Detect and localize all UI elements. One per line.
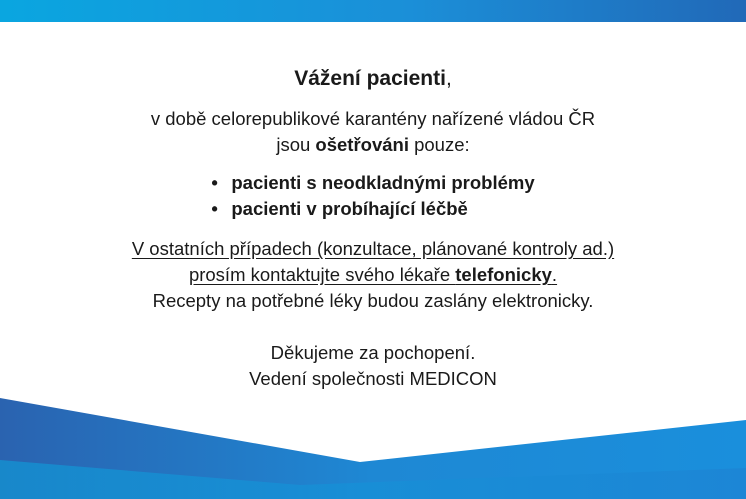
list-item: • pacienti s neodkladnými problémy (211, 170, 534, 196)
intro-line-2-bold: ošetřováni (315, 134, 409, 155)
intro-line-2-pre: jsou (276, 134, 316, 155)
prescriptions-line: Recepty na potřebné léky budou zaslány elektronicky. (152, 290, 594, 311)
top-accent-bar (0, 0, 746, 22)
thanks-line: Děkujeme za pochopení. (270, 342, 476, 363)
spacer (0, 314, 746, 340)
other-line-2-post: . (551, 264, 558, 285)
notice-body (0, 66, 746, 392)
bottom-decorative-wave (0, 390, 746, 499)
greeting-heading (0, 66, 746, 92)
greeting-text: Vážení pacienti (294, 67, 446, 90)
intro-line-2-post: pouze: (408, 134, 470, 155)
intro-line-1: v době celorepublikové karantény nařízené vládou ČR (150, 108, 596, 129)
intro-line-2 (0, 132, 746, 158)
greeting-punctuation: , (445, 67, 452, 90)
bullet-list (211, 170, 534, 222)
other-cases-line-2 (0, 262, 746, 288)
signature-line: Vedení společnosti MEDICON (249, 368, 497, 389)
other-line-2-pre: prosím kontaktujte svého lékaře (188, 264, 456, 285)
list-item: • pacienti v probíhající léčbě (211, 196, 534, 222)
other-cases-line-1: V ostatních případech (konzultace, plánované kontroly ad.) (131, 238, 615, 259)
other-line-2-bold: telefonicky (455, 264, 552, 285)
